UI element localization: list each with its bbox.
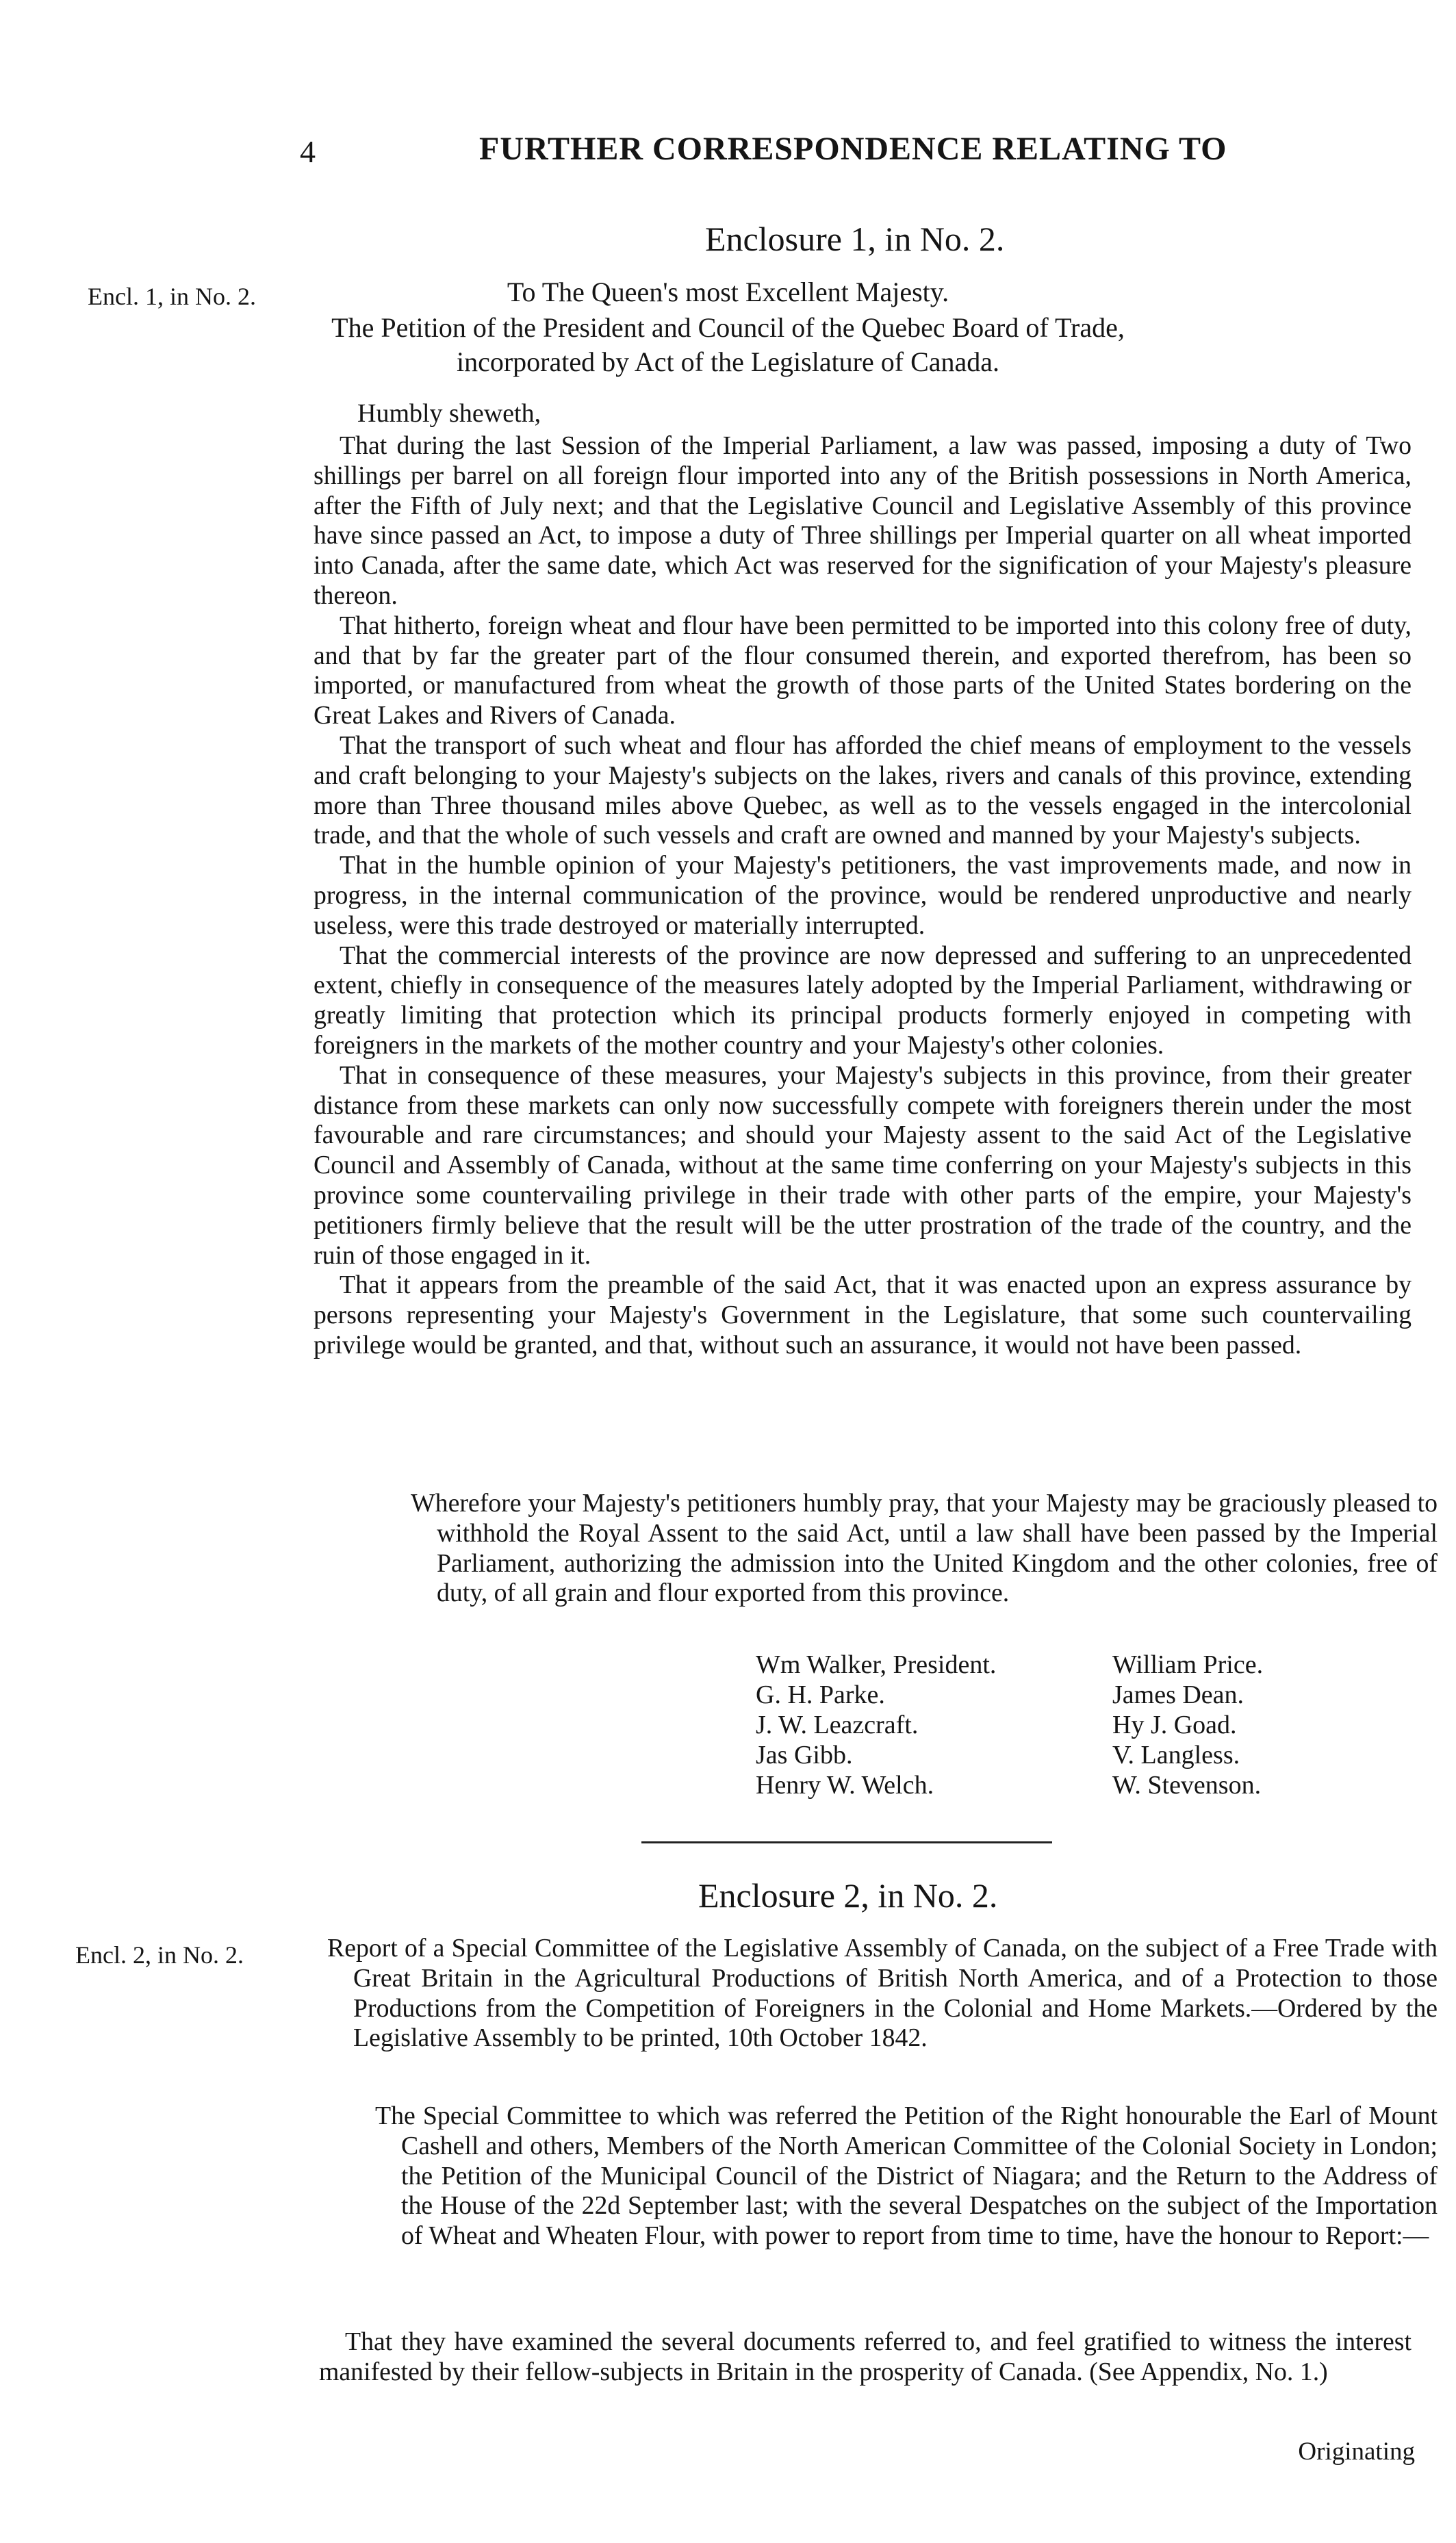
petition-title-line-1: The Petition of the President and Council of the Quebec Board of Trade, [331,312,1125,343]
signatory: Henry W. Welch. [756,1771,934,1800]
petition-paragraph: That hitherto, foreign wheat and flour have been permitted to be imported into this colony free of duty, and that by far the greater part of the flour consumed therein, and exported therefrom, has been so imported, or manufactured from wheat the growth of those parts of the United States bordering on the Great Lakes and Rivers of Canada. [314,611,1412,730]
finding-paragraph: That they have examined the several documents referred to, and feel gratified to witness the interest manifested by their fellow-subjects in Britain in the prosperity of Canada. (See Appendix, No. 1.) [319,2327,1412,2386]
petition-paragraph: That during the last Session of the Imperial Parliament, a law was passed, imposing a duty of Two shillings per barrel on all foreign flour imported into any of the British possessions in North America, after the Fifth of July next; and that the Legislative Council and Legislative Assembly of this province have since passed an Act, to impose a duty of Three shillings per Imperial quarter on all wheat imported into Canada, after the same date, which Act was reserved for the signification of your Majesty's pleasure thereon. [314,431,1412,610]
signatory: James Dean. [1112,1681,1244,1709]
petition-address: To The Queen's most Excellent Majesty. [507,277,949,307]
petition-paragraph: That it appears from the preamble of the said Act, that it was enacted upon an express assurance by persons representing your Majesty's Government in the Legislature, that some such countervailing privilege would be granted, and that, without such an assurance, it would not have been passed. [314,1270,1412,1359]
signatory: Jas Gibb. [756,1741,853,1769]
committee-finding [319,2327,1412,2388]
signatory: W. Stevenson. [1112,1771,1262,1800]
signatory: William Price. [1112,1650,1264,1679]
petition-paragraph: That the commercial interests of the province are now depressed and suffering to an unprecedented extent, chiefly in consequence of the measures lately adopted by the Imperial Parliament, withdrawing or greatly limiting that protection which its principal products formerly enjoyed in competing with foreigners in the markets of the mother country and your Majesty's other colonies. [314,941,1412,1060]
running-title: FURTHER CORRESPONDENCE RELATING TO [479,131,1227,167]
petition-title-line-2: incorporated by Act of the Legislature of Canada. [456,346,1000,377]
petition-prayer: Wherefore your Majesty's petitioners humbly pray, that your Majesty may be graciously pleased to withhold the Royal Assent to the said Act, until a law shall have been passed by the Imperial Parliament, authorizing the admission into the United Kingdom and the other colonies, free of duty, of all grain and flour exported from this province. [411,1489,1438,1608]
signatory: J. W. Leazcraft. [756,1711,919,1739]
signatory: G. H. Parke. [756,1681,885,1709]
signatory: V. Langless. [1112,1741,1240,1769]
committee-intro: The Special Committee to which was referred the Petition of the Right honourable the Earl of Mount Cashell and others, Members of the North American Committee of the Colonial Society in London; the Petition of the Municipal Council of the District of Niagara; and the Return to the Address of the House of the 22d September last; with the several Despatches on the subject of the Importation of Wheat and Wheaten Flour, with power to report from time to time, have the honour to Report:— [375,2101,1438,2251]
catchword: Originating [1298,2438,1415,2466]
enclosure-2-heading: Enclosure 2, in No. 2. [698,1876,998,1915]
petition-paragraph: That the transport of such wheat and flour has afforded the chief means of employment to the vessels and craft belonging to your Majesty's subjects on the lakes, rivers and canals of this province, extending more than Three thousand miles above Quebec, as well as to the vessels engaged in the intercolonial trade, and that the whole of such vessels and craft are owned and manned by your Majesty's subjects. [314,730,1412,850]
signatory: Wm Walker, President. [756,1650,997,1679]
petition-paragraph: That in the humble opinion of your Majesty's petitioners, the vast improvements made, and now in progress, in the internal communication of the province, would be rendered unproductive and nearly useless, were this trade destroyed or materially interrupted. [314,851,1412,940]
petition-body [314,431,1412,1361]
enclosure-1-heading: Enclosure 1, in No. 2. [705,220,1005,258]
enclosure-1-margin-note: Encl. 1, in No. 2. [88,283,256,310]
page-number: 4 [300,134,316,169]
signatory: Hy J. Goad. [1112,1711,1237,1739]
petition-paragraph: That in consequence of these measures, your Majesty's subjects in this province, from their greater distance from these markets can only now successfully compete with foreigners therein under the most favourable and rare circumstances; and should your Majesty assent to the said Act of the Legislative Council and Assembly of Canada, without at the same time conferring on your Majesty's subjects in this province some countervailing privilege in their trade with other parts of the empire, your Majesty's petitioners firmly believe that the result will be the utter prostration of the trade of the country, and the ruin of those engaged in it. [314,1060,1412,1270]
signatories-left [756,1650,996,1800]
enclosure-2-margin-note: Encl. 2, in No. 2. [75,1941,244,1969]
section-divider [641,1841,1052,1843]
signatories-right [1112,1650,1263,1800]
report-title: Report of a Special Committee of the Legislative Assembly of Canada, on the subject of a Free Trade with Great Britain in the Agricultural Productions of British North America, and of a Protection to those Productions from the Competition of Foreigners in the Colonial and Home Markets.—Ordered by the Legislative Assembly to be printed, 10th October 1842. [327,1934,1438,2053]
petition-salutation: Humbly sheweth, [357,399,541,428]
